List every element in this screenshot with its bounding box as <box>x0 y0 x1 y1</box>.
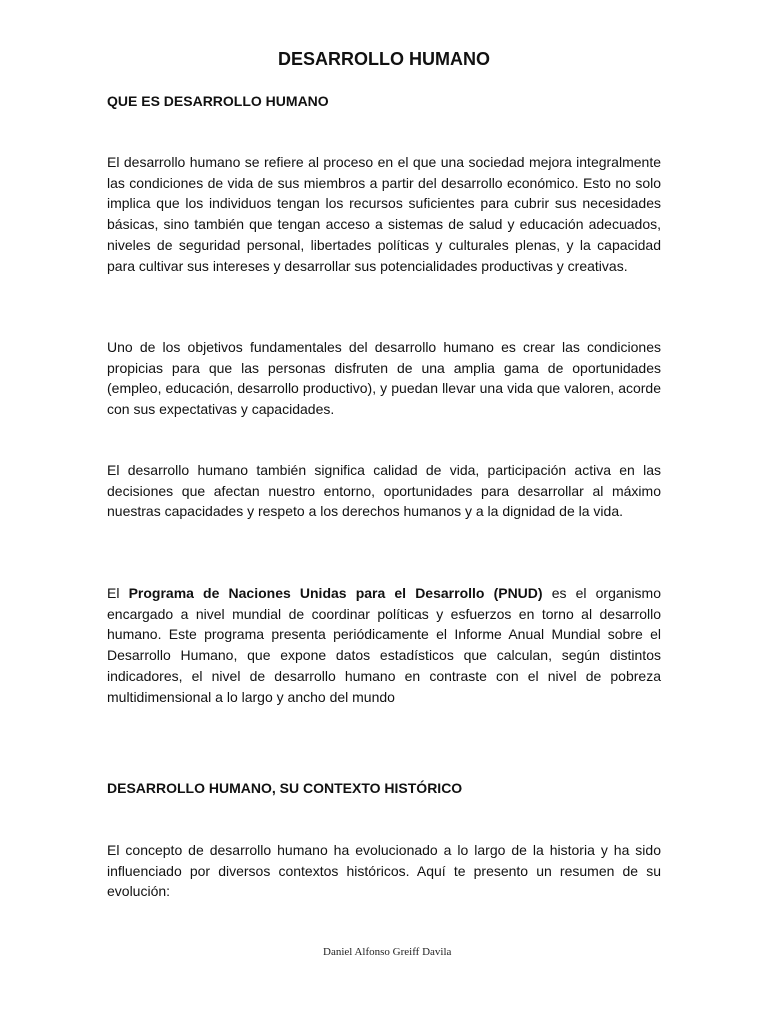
footer-author: Daniel Alfonso Greiff Davila <box>323 946 452 958</box>
paragraph-definition: El desarrollo humano se refiere al proceso en el que una sociedad mejora integralmente las condiciones de vida de sus miembros a partir del desarrollo económico. Esto no solo implica que los individuos tengan los recursos suficientes para cubrir sus necesidades básicas, sino también que tengan acceso a sistemas de salud y educación adecuados, niveles de seguridad personal, libertades políticas y culturales plenas, y la capacidad para cultivar sus intereses y desarrollar sus potencialidades productivas y creativas. <box>107 154 661 274</box>
paragraph-pnud <box>107 583 661 707</box>
pnud-prefix-text: El <box>107 585 129 601</box>
paragraph-historical-intro: El concepto de desarrollo humano ha evolucionado a lo largo de la historia y ha sido influenciado por diversos contextos históricos. Aquí te presento un resumen de su evolución: <box>107 842 661 900</box>
paragraph-quality-of-life: El desarrollo humano también significa calidad de vida, participación activa en las decisiones que afectan nuestro entorno, oportunidades para desarrollar al máximo nuestras capacidades y respeto a los derechos humanos y a la dignidad de la vida. <box>107 462 661 520</box>
pnud-rest-text: es el organismo encargado a nivel mundial de coordinar políticas y esfuerzos en torno al desarrollo humano. Este programa presenta periódicamente el Informe Anual Mundial sobre el Desarrollo Humano, que expone datos estadísticos que calculan, según distintos indicadores, el nivel de desarrollo humano en contraste con el nivel de pobreza multidimensional a lo largo y ancho del mundo <box>107 585 662 705</box>
section-heading-historico: DESARROLLO HUMANO, SU CONTEXTO HISTÓRICO <box>107 780 463 796</box>
paragraph-objectives: Uno de los objetivos fundamentales del desarrollo humano es crear las condiciones propicias para que las personas disfruten de una amplia gama de oportunidades (empleo, educación, desarrollo productivo), y puedan llevar una vida que valoren, acorde con sus expectativas y capacidades. <box>107 339 661 418</box>
section-heading-que-es: QUE ES DESARROLLO HUMANO <box>107 93 329 109</box>
page-title: DESARROLLO HUMANO <box>278 49 490 69</box>
pnud-bold-text: Programa de Naciones Unidas para el Desarrollo (PNUD) <box>128 585 543 601</box>
